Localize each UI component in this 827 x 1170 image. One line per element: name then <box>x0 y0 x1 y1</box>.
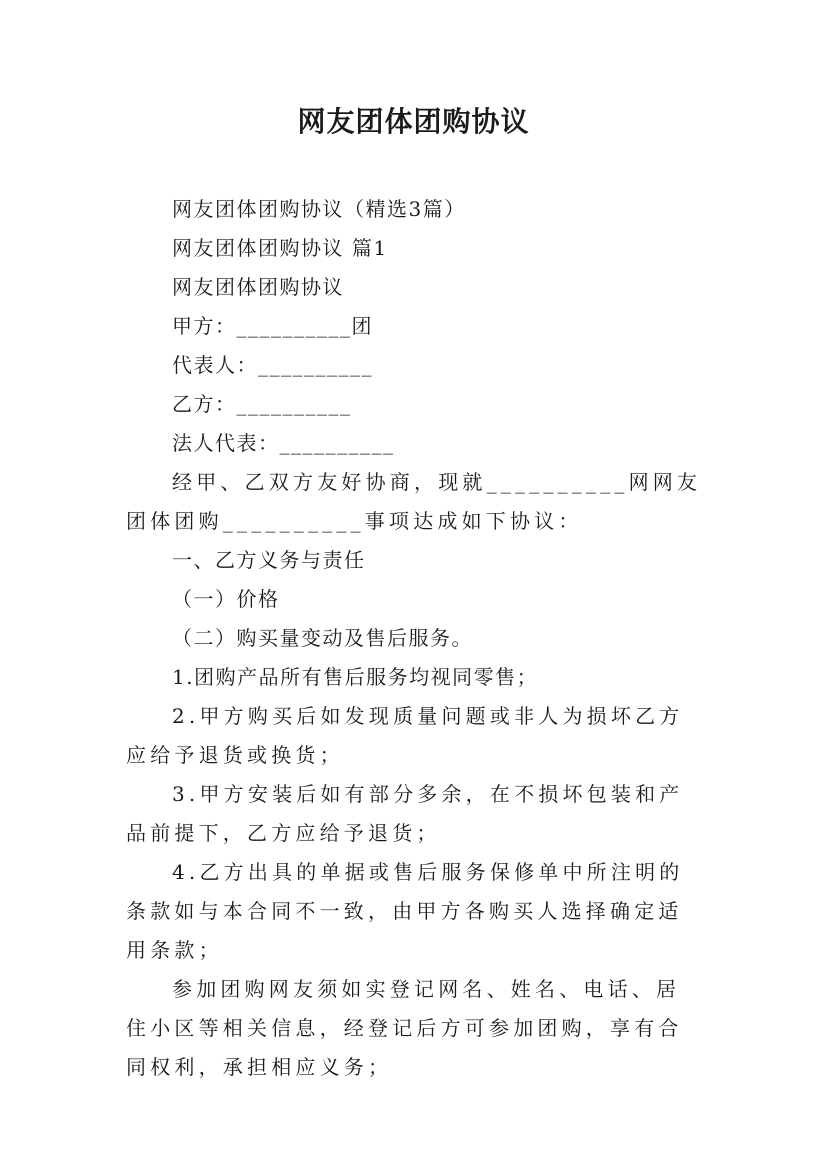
paragraph-after-sales-heading: （二）购买量变动及售后服务。 <box>172 626 473 650</box>
paragraph-obligations-heading: 一、乙方义务与责任 <box>172 548 366 572</box>
paragraph-party-a: 甲方：__________团 <box>172 314 373 338</box>
document-title: 网友团体团购协议 <box>297 105 530 138</box>
paragraph-clause-1: 1.团购产品所有售后服务均视同零售； <box>172 665 539 689</box>
paragraph-clause-3: 3.甲方安装后如有部分多余，在不损坏包装和产品前提下，乙方应给予退货； <box>126 782 684 845</box>
paragraph-price: （一）价格 <box>172 587 280 611</box>
paragraph-participant-registration: 参加团购网友须如实登记网名、姓名、电话、居住小区等相关信息，经登记后方可参加团购，享有合同权利，承担相应义务； <box>126 977 683 1079</box>
paragraph-preamble: 经甲、乙双方友好协商，现就__________网网友团体团购__________事项达成如下协议： <box>126 470 702 533</box>
paragraph-party-b: 乙方：__________ <box>172 392 352 416</box>
paragraph-legal-representative: 法人代表：__________ <box>172 431 395 455</box>
paragraph-clause-4: 4.乙方出具的单据或售后服务保修单中所注明的条款如与本合同不一致，由甲方各购买人选择确定适用条款； <box>126 860 684 962</box>
paragraph-subtitle: 网友团体团购协议（精选3篇） <box>172 197 466 221</box>
paragraph-clause-2: 2.甲方购买后如发现质量问题或非人为损坏乙方应给予退货或换货； <box>126 704 684 767</box>
document-body <box>126 190 702 1087</box>
paragraph-section-heading: 网友团体团购协议 篇1 <box>172 236 388 260</box>
paragraph-representative: 代表人：__________ <box>172 353 373 377</box>
paragraph-agreement-name: 网友团体团购协议 <box>172 275 344 299</box>
